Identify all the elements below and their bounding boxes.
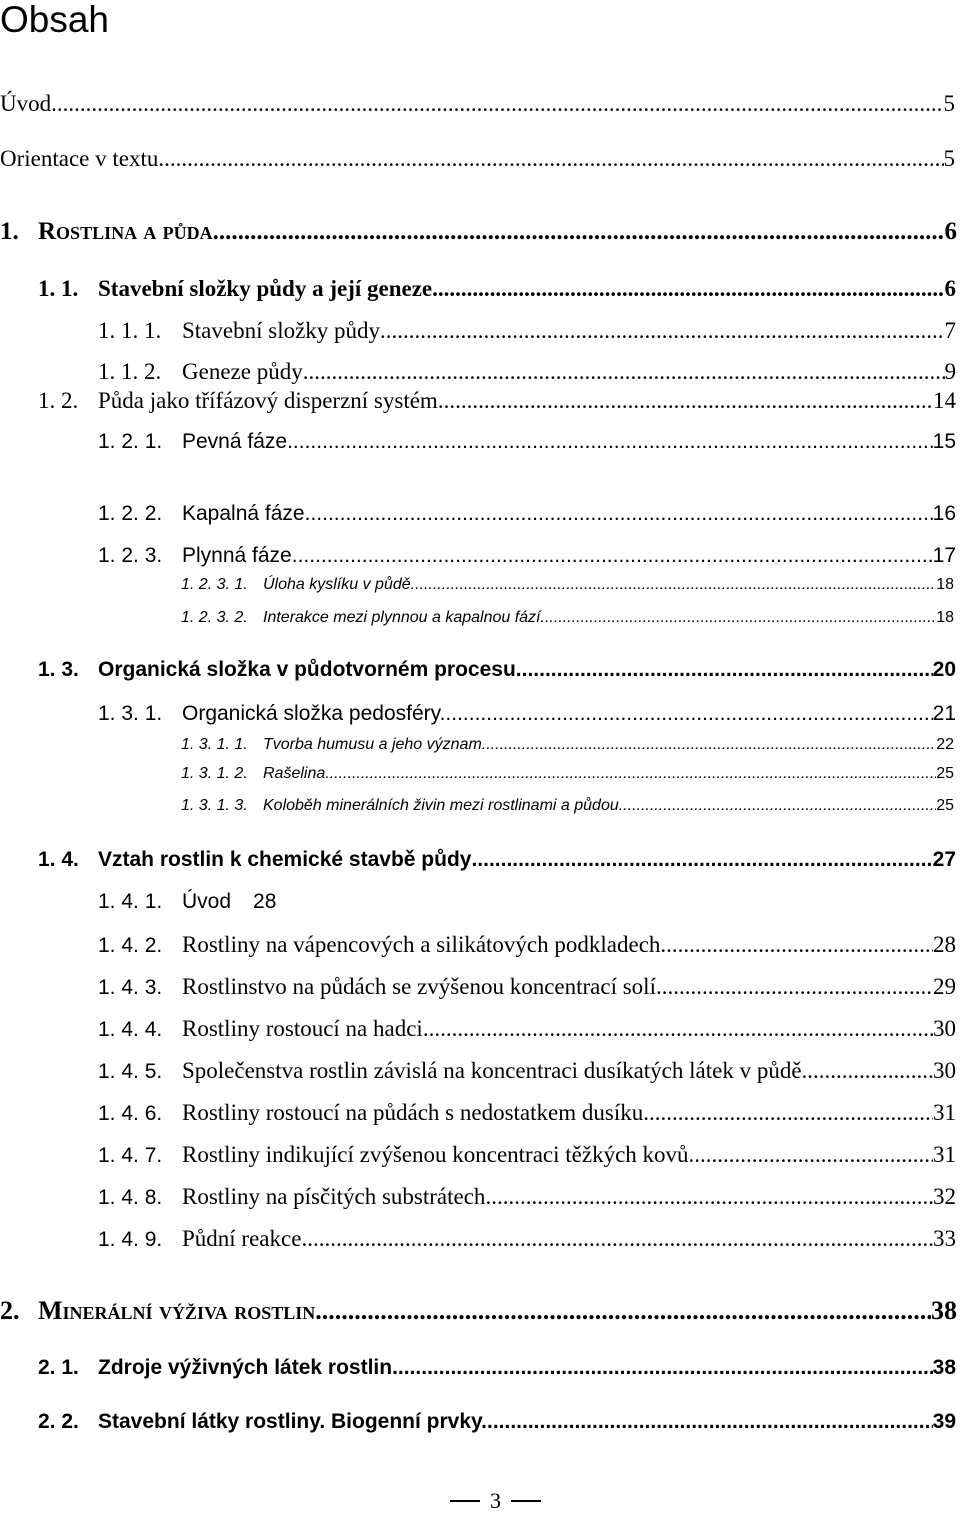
toc-entry-number: 1. 1. xyxy=(38,276,79,301)
toc-entry-page: 31 xyxy=(933,1142,956,1167)
toc-leader-dots xyxy=(423,1016,933,1042)
toc-entry-number: 1. 4. 7. xyxy=(98,1144,163,1167)
toc-entry-number: 1. 3. 1. 2. xyxy=(181,765,248,782)
toc-entry-number: 1. xyxy=(0,218,19,245)
toc-entry-number: 1. 4. 6. xyxy=(98,1102,163,1125)
toc-chapter[interactable] xyxy=(0,218,957,246)
toc-entry-text: Koloběh minerálních živin mezi rostlinami a půdou xyxy=(263,797,619,814)
toc-subsection[interactable] xyxy=(98,1142,956,1168)
toc-leader-dots xyxy=(545,609,936,627)
toc-entry-text: Rostliny rostoucí na půdách s nedostatkem dusíku. xyxy=(182,1100,649,1125)
toc-entry-number: 1. 3. 1. 1. xyxy=(181,736,248,753)
toc-entry-page: 6 xyxy=(944,218,957,245)
toc-entry-page: 25 xyxy=(936,765,954,782)
toc-entry-text: Tvorba humusu a jeho význam xyxy=(263,736,482,753)
toc-subsubsection[interactable] xyxy=(181,609,954,627)
toc-entry-page: 14 xyxy=(933,388,956,413)
footer-dash-left xyxy=(450,1500,480,1502)
toc-subsubsection[interactable] xyxy=(181,576,954,594)
toc-entry-number: 1. 1. 1. xyxy=(98,318,162,343)
toc-entry-page: 33 xyxy=(933,1226,956,1251)
toc-subsection[interactable] xyxy=(98,1100,956,1126)
toc-entry-page: 21 xyxy=(932,702,956,725)
toc-entry-text: Minerální výživa rostlin xyxy=(38,1296,316,1325)
toc-leader-dots xyxy=(415,576,936,594)
toc-leader-dots xyxy=(303,359,945,385)
toc-subsection[interactable] xyxy=(98,1184,956,1210)
toc-entry-page: 29 xyxy=(933,974,956,999)
toc-entry-page: 25 xyxy=(936,797,954,814)
toc-subsection[interactable] xyxy=(98,318,956,344)
toc-entry-number: 1. 2. xyxy=(38,388,79,413)
toc-chapter[interactable] xyxy=(0,1296,957,1326)
toc-leader-dots xyxy=(619,797,936,815)
toc-entry-text: Rostliny indikující zvýšenou koncentraci těžkých kovů xyxy=(182,1142,689,1167)
toc-entry-page: 17 xyxy=(932,544,956,567)
toc-entry-page: 7 xyxy=(944,318,956,343)
toc-leader-dots xyxy=(392,1356,933,1380)
toc-leader-dots xyxy=(432,276,944,302)
toc-leader-dots xyxy=(158,146,943,172)
toc-subsection[interactable] xyxy=(98,1226,956,1252)
toc-entry-page: 38 xyxy=(932,1356,956,1379)
toc-entry-text: Rostlinstvo na půdách se zvýšenou koncentrací solí xyxy=(182,974,656,999)
toc-section[interactable] xyxy=(38,388,956,414)
toc-entry-text: Organická složka pedosféry. xyxy=(182,702,446,725)
toc-leader-dots xyxy=(485,1184,933,1210)
toc-entry-page: 28 xyxy=(933,932,956,957)
toc-entry-page: 32 xyxy=(933,1184,956,1209)
toc-subsubsection[interactable] xyxy=(181,736,954,754)
toc-subsection[interactable] xyxy=(98,430,956,454)
footer-dash-right xyxy=(511,1500,541,1502)
toc-entry-text: Úloha kyslíku v půdě. xyxy=(263,576,416,593)
toc-entry-text: Rostliny na písčitých substrátech xyxy=(182,1184,486,1209)
toc-entry-number: 1. 4. 3. xyxy=(98,976,163,999)
toc-leader-dots xyxy=(487,1410,933,1434)
toc-entry[interactable] xyxy=(0,91,955,117)
toc-section[interactable] xyxy=(38,1410,956,1434)
toc-entry-text: Rostlina a půda xyxy=(38,218,213,245)
toc-entry-text: Stavební látky rostliny. Biogenní prvky. xyxy=(98,1410,487,1433)
toc-subsection[interactable] xyxy=(98,932,956,958)
toc-subsubsection[interactable] xyxy=(181,797,954,815)
toc-entry-number: 1. 3. 1. 3. xyxy=(181,797,248,814)
toc-entry-text: Rostliny rostoucí na hadci xyxy=(182,1016,423,1041)
toc-entry-text: Úvod xyxy=(182,890,232,913)
toc-leader-dots xyxy=(807,1058,933,1084)
toc-entry-number: 2. xyxy=(0,1296,20,1325)
toc-entry-number: 2. 1. xyxy=(38,1356,79,1379)
toc-leader-dots xyxy=(305,502,933,526)
toc-leader-dots xyxy=(649,1100,933,1126)
toc-entry-text: Geneze půdy xyxy=(182,359,303,384)
toc-entry-page: 30 xyxy=(933,1058,956,1083)
toc-leader-dots xyxy=(380,318,944,344)
toc-entry-text: Rostliny na vápencových a silikátových podkladech xyxy=(182,932,661,957)
toc-section[interactable] xyxy=(38,848,956,872)
toc-entry-text: Zdroje výživných látek rostlin xyxy=(98,1356,393,1379)
toc-entry-text: Orientace v textu xyxy=(0,146,159,171)
toc-entry-number: 1. 4. 1. xyxy=(98,890,163,913)
toc-subsection[interactable] xyxy=(98,890,398,914)
toc-entry-text: Společenstva rostlin závislá na koncentraci dusíkatých látek v půdě. xyxy=(182,1058,808,1083)
toc-entry-number: 1. 4. 9. xyxy=(98,1228,163,1251)
toc-entry-text: Pevná fáze xyxy=(182,430,288,453)
toc-entry-page: 18 xyxy=(936,576,954,593)
toc-entry-number: 1. 2. 3. xyxy=(98,544,163,567)
toc-entry-page: 15 xyxy=(932,430,956,453)
toc-leader-dots xyxy=(213,218,945,246)
toc-entry-number: 1. 2. 3. 1. xyxy=(181,576,248,593)
toc-entry-number: 1. 4. 8. xyxy=(98,1186,163,1209)
page-footer xyxy=(440,1488,551,1514)
toc-entry-number: 1. 2. 2. xyxy=(98,502,163,525)
toc-entry-page: 30 xyxy=(933,1016,956,1041)
toc-entry-text: Plynná fáze xyxy=(182,544,292,567)
toc-entry-page: 5 xyxy=(943,146,955,171)
toc-entry-page: 22 xyxy=(936,736,954,753)
toc-entry-number: 2. 2. xyxy=(38,1410,79,1433)
toc-entry-text: Kapalná fáze xyxy=(182,502,305,525)
toc-entry-page: 16 xyxy=(932,502,956,525)
toc-subsection[interactable] xyxy=(98,544,956,568)
toc-subsection[interactable] xyxy=(98,1058,956,1084)
toc-entry-number: 1. 1. 2. xyxy=(98,359,162,384)
page-title: Obsah xyxy=(0,0,110,40)
toc-leader-dots xyxy=(301,1226,933,1252)
toc-leader-dots xyxy=(482,736,936,754)
toc-leader-dots xyxy=(516,658,933,682)
toc-leader-dots xyxy=(287,430,933,454)
toc-entry-text: Vztah rostlin k chemické stavbě půdy xyxy=(98,848,472,871)
toc-leader-dots xyxy=(51,91,943,117)
toc-entry-text: Úvod xyxy=(0,91,52,116)
toc-subsection[interactable] xyxy=(98,974,956,1000)
toc-section[interactable] xyxy=(38,1356,956,1380)
toc-entry-page: 39 xyxy=(932,1410,956,1433)
toc-entry-text: Stavební složky půdy xyxy=(182,318,381,343)
toc-entry-text: Interakce mezi plynnou a kapalnou fází. xyxy=(263,609,545,626)
toc-entry-page: 9 xyxy=(944,359,956,384)
toc-entry-number: 1. 3. xyxy=(38,658,79,681)
toc-leader-dots xyxy=(660,932,933,958)
toc-leader-dots xyxy=(445,702,932,726)
toc-entry-number: 1. 4. 5. xyxy=(98,1060,163,1083)
toc-entry-number: 1. 4. 2. xyxy=(98,934,163,957)
toc-section[interactable] xyxy=(38,276,956,302)
page-number: 3 xyxy=(490,1488,501,1513)
toc-entry-number: 1. 4. xyxy=(38,848,79,871)
toc-subsection[interactable] xyxy=(98,702,956,726)
toc-entry-page: 38 xyxy=(931,1296,957,1325)
toc-leader-dots xyxy=(689,1142,933,1168)
toc-entry-number: 1. 2. 3. 2. xyxy=(181,609,248,626)
toc-leader-dots xyxy=(438,388,933,414)
toc-entry-page: 20 xyxy=(932,658,956,681)
toc-subsection[interactable] xyxy=(98,502,956,526)
toc-entry-text: Organická složka v půdotvorném procesu xyxy=(98,658,516,681)
toc-subsection[interactable] xyxy=(98,359,956,385)
toc-entry-text: Půda jako třífázový disperzní systém xyxy=(98,388,438,413)
toc-entry-page: 18 xyxy=(936,609,954,626)
toc-entry-page: 31 xyxy=(933,1100,956,1125)
toc-leader-dots xyxy=(471,848,932,872)
toc-entry-page: 27 xyxy=(932,848,956,871)
toc-entry-page: 28 xyxy=(253,890,277,913)
toc-entry-number: 1. 4. 4. xyxy=(98,1018,163,1041)
toc-entry[interactable] xyxy=(0,146,955,172)
toc-entry-text: Půdní reakce xyxy=(182,1226,302,1251)
toc-section[interactable] xyxy=(38,658,956,682)
toc-subsubsection[interactable] xyxy=(181,765,954,783)
toc-entry-page: 5 xyxy=(943,91,955,116)
toc-leader-dots xyxy=(325,765,936,783)
toc-entry-page: 6 xyxy=(944,276,956,301)
toc-leader-dots xyxy=(292,544,933,568)
toc-leader-dots xyxy=(656,974,933,1000)
toc-entry-text: Rašelina xyxy=(263,765,326,782)
toc-entry-number: 1. 2. 1. xyxy=(98,430,163,453)
toc-leader-dots xyxy=(315,1296,931,1326)
toc-entry-text: Stavební složky půdy a její geneze xyxy=(98,276,433,301)
toc-entry-number: 1. 3. 1. xyxy=(98,702,163,725)
toc-subsection[interactable] xyxy=(98,1016,956,1042)
